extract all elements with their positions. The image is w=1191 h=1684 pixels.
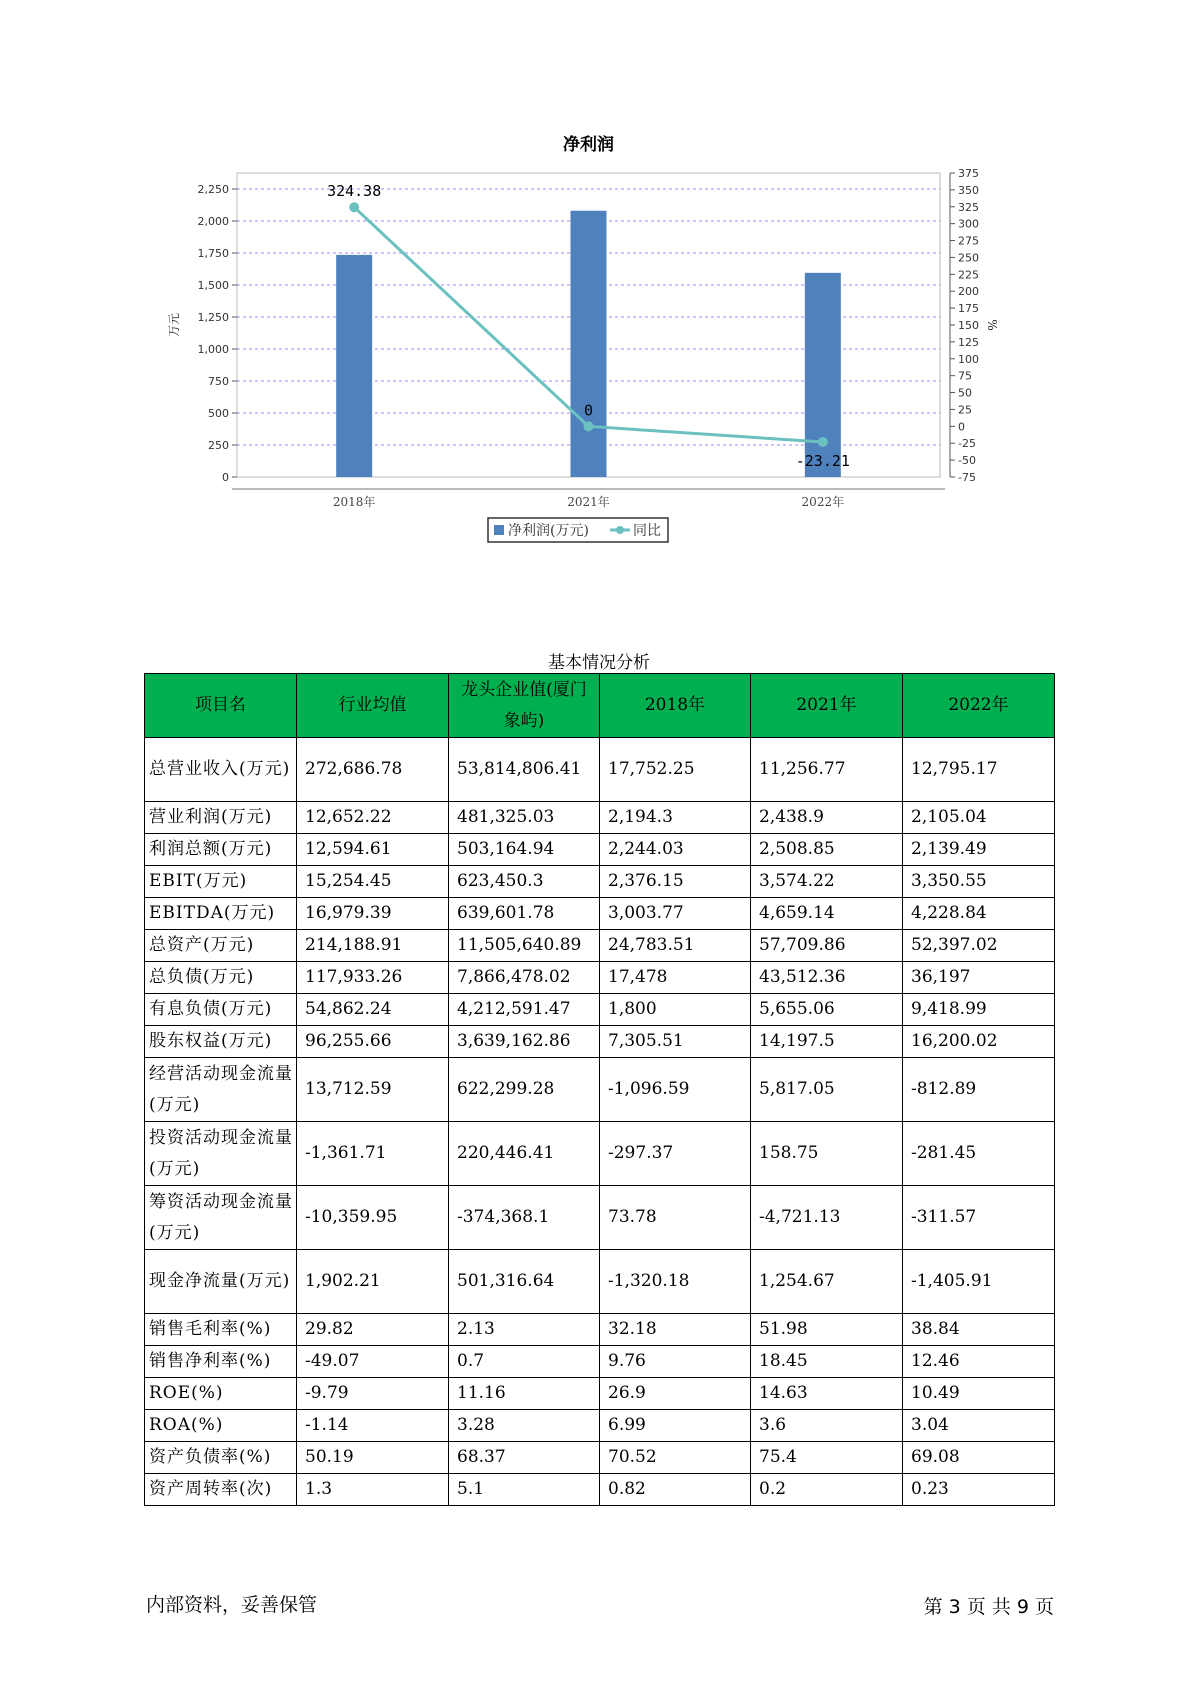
value-cell: 7,305.51 xyxy=(600,1026,751,1058)
value-cell: 214,188.91 xyxy=(297,930,449,962)
y2-tick-label: 75 xyxy=(958,369,972,383)
value-cell: 4,212,591.47 xyxy=(449,994,600,1026)
value-cell: 17,752.25 xyxy=(600,738,751,802)
row-label-cell: 总营业收入(万元) xyxy=(145,738,297,802)
value-cell: 36,197 xyxy=(903,962,1055,994)
y-tick-label: 250 xyxy=(208,439,229,452)
row-label-cell: 资产负债率(%) xyxy=(145,1442,297,1474)
y-tick-label: 2,250 xyxy=(197,183,229,196)
row-label-cell: 筹资活动现金流量(万元) xyxy=(145,1186,297,1250)
table-row xyxy=(145,1442,1055,1474)
value-cell: 0.23 xyxy=(903,1474,1055,1506)
value-cell: 70.52 xyxy=(600,1442,751,1474)
y-tick-label: 1,250 xyxy=(197,311,229,324)
value-cell: 11,505,640.89 xyxy=(449,930,600,962)
row-label-cell: 股东权益(万元) xyxy=(145,1026,297,1058)
y-tick-label: 2,000 xyxy=(197,215,229,228)
y-tick-label: 1,000 xyxy=(197,343,229,356)
value-cell: 54,862.24 xyxy=(297,994,449,1026)
table-row xyxy=(145,1186,1055,1250)
table-row xyxy=(145,1474,1055,1506)
table-row xyxy=(145,834,1055,866)
y2-tick-label: 150 xyxy=(958,319,979,332)
value-cell: 1,800 xyxy=(600,994,751,1026)
table-header-cell: 项目名 xyxy=(145,674,297,738)
y2-tick-label: -25 xyxy=(958,437,976,451)
value-cell: 4,659.14 xyxy=(751,898,903,930)
y-tick-label: 1,750 xyxy=(197,247,229,260)
table-body xyxy=(145,738,1055,1506)
yoy-point-2 xyxy=(818,437,828,447)
value-cell: 29.82 xyxy=(297,1314,449,1346)
value-cell: 75.4 xyxy=(751,1442,903,1474)
x-tick-label: 2022年 xyxy=(801,495,845,509)
y2-tick-label: 200 xyxy=(958,285,979,299)
table-row xyxy=(145,802,1055,834)
table-header-cell: 龙头企业值(厦门象屿) xyxy=(449,674,600,738)
table-header-cell: 2018年 xyxy=(600,674,751,738)
value-cell: 5.1 xyxy=(449,1474,600,1506)
bar-net-profit-1 xyxy=(571,211,607,477)
value-cell: 18.45 xyxy=(751,1346,903,1378)
value-cell: 68.37 xyxy=(449,1442,600,1474)
value-cell: 2,376.15 xyxy=(600,866,751,898)
value-cell: 24,783.51 xyxy=(600,930,751,962)
data-label-1: 0 xyxy=(583,401,594,420)
value-cell: -10,359.95 xyxy=(297,1186,449,1250)
y2-tick-label: 50 xyxy=(958,386,972,400)
value-cell: -9.79 xyxy=(297,1378,449,1410)
value-cell: 43,512.36 xyxy=(751,962,903,994)
table-row xyxy=(145,1250,1055,1314)
row-label-cell: 总资产(万元) xyxy=(145,930,297,962)
value-cell: -374,368.1 xyxy=(449,1186,600,1250)
table-header-cell: 2022年 xyxy=(903,674,1055,738)
table-header-cell: 2021年 xyxy=(751,674,903,738)
row-label-cell: 现金净流量(万元) xyxy=(145,1250,297,1314)
value-cell: 622,299.28 xyxy=(449,1058,600,1122)
table-row xyxy=(145,1058,1055,1122)
value-cell: 5,655.06 xyxy=(751,994,903,1026)
value-cell: -281.45 xyxy=(903,1122,1055,1186)
value-cell: 73.78 xyxy=(600,1186,751,1250)
value-cell: 639,601.78 xyxy=(449,898,600,930)
table-row xyxy=(145,898,1055,930)
y2-tick-label: 225 xyxy=(958,268,979,282)
value-cell: 15,254.45 xyxy=(297,866,449,898)
value-cell: 158.75 xyxy=(751,1122,903,1186)
value-cell: 0.82 xyxy=(600,1474,751,1506)
y2-tick-label: 25 xyxy=(958,403,972,417)
value-cell: 7,866,478.02 xyxy=(449,962,600,994)
footer-confidential-note: 内部资料，妥善保管 xyxy=(146,1594,318,1616)
y-tick-label: 750 xyxy=(208,375,229,388)
value-cell: 12,652.22 xyxy=(297,802,449,834)
value-cell: 220,446.41 xyxy=(449,1122,600,1186)
row-label-cell: 经营活动现金流量(万元) xyxy=(145,1058,297,1122)
chart-title: 净利润 xyxy=(563,135,614,155)
value-cell: 3.28 xyxy=(449,1410,600,1442)
value-cell: 2,139.49 xyxy=(903,834,1055,866)
value-cell: 57,709.86 xyxy=(751,930,903,962)
value-cell: -4,721.13 xyxy=(751,1186,903,1250)
value-cell: 52,397.02 xyxy=(903,930,1055,962)
value-cell: 96,255.66 xyxy=(297,1026,449,1058)
y-axis-label: 万元 xyxy=(167,312,181,338)
value-cell: 53,814,806.41 xyxy=(449,738,600,802)
value-cell: 2,508.85 xyxy=(751,834,903,866)
row-label-cell: 销售净利率(%) xyxy=(145,1346,297,1378)
value-cell: 50.19 xyxy=(297,1442,449,1474)
basic-analysis-table xyxy=(144,673,1055,1506)
value-cell: 501,316.64 xyxy=(449,1250,600,1314)
value-cell: 2,244.03 xyxy=(600,834,751,866)
y2-tick-label: 300 xyxy=(958,217,979,231)
value-cell: 3.6 xyxy=(751,1410,903,1442)
row-label-cell: ROE(%) xyxy=(145,1378,297,1410)
value-cell: 2,105.04 xyxy=(903,802,1055,834)
row-label-cell: 销售毛利率(%) xyxy=(145,1314,297,1346)
value-cell: 2,194.3 xyxy=(600,802,751,834)
row-label-cell: 营业利润(万元) xyxy=(145,802,297,834)
row-label-cell: EBIT(万元) xyxy=(145,866,297,898)
value-cell: 16,979.39 xyxy=(297,898,449,930)
value-cell: 69.08 xyxy=(903,1442,1055,1474)
table-header-row xyxy=(145,674,1055,738)
y-tick-label: 0 xyxy=(222,471,229,484)
value-cell: -1,096.59 xyxy=(600,1058,751,1122)
value-cell: 14,197.5 xyxy=(751,1026,903,1058)
table-header-cell: 行业均值 xyxy=(297,674,449,738)
value-cell: 13,712.59 xyxy=(297,1058,449,1122)
y2-tick-label: 375 xyxy=(958,167,979,180)
net-profit-chart xyxy=(150,130,1030,600)
y2-tick-label: -75 xyxy=(958,471,976,484)
row-label-cell: 资产周转率(次) xyxy=(145,1474,297,1506)
table-row xyxy=(145,1378,1055,1410)
value-cell: 272,686.78 xyxy=(297,738,449,802)
bar-net-profit-0 xyxy=(336,255,372,477)
value-cell: 3,639,162.86 xyxy=(449,1026,600,1058)
y2-tick-label: 125 xyxy=(958,335,979,349)
yoy-point-1 xyxy=(584,421,594,431)
value-cell: 503,164.94 xyxy=(449,834,600,866)
value-cell: 9.76 xyxy=(600,1346,751,1378)
value-cell: 17,478 xyxy=(600,962,751,994)
value-cell: 38.84 xyxy=(903,1314,1055,1346)
value-cell: 14.63 xyxy=(751,1378,903,1410)
value-cell: 1,254.67 xyxy=(751,1250,903,1314)
x-tick-label: 2018年 xyxy=(332,495,376,509)
table-row xyxy=(145,1122,1055,1186)
table-row xyxy=(145,962,1055,994)
table-row xyxy=(145,866,1055,898)
value-cell: 4,228.84 xyxy=(903,898,1055,930)
value-cell: 12.46 xyxy=(903,1346,1055,1378)
row-label-cell: EBITDA(万元) xyxy=(145,898,297,930)
y2-tick-label: 100 xyxy=(958,352,979,366)
value-cell: 11.16 xyxy=(449,1378,600,1410)
chart-canvas xyxy=(150,130,1030,600)
value-cell: -297.37 xyxy=(600,1122,751,1186)
value-cell: -49.07 xyxy=(297,1346,449,1378)
x-tick-label: 2021年 xyxy=(567,495,610,509)
legend-swatch-point xyxy=(616,526,624,534)
y2-tick-label: 275 xyxy=(958,234,979,248)
value-cell: 5,817.05 xyxy=(751,1058,903,1122)
value-cell: -1,405.91 xyxy=(903,1250,1055,1314)
table-row xyxy=(145,1346,1055,1378)
value-cell: 2.13 xyxy=(449,1314,600,1346)
value-cell: 3,003.77 xyxy=(600,898,751,930)
y2-tick-label: -50 xyxy=(958,454,976,468)
table-row xyxy=(145,1026,1055,1058)
row-label-cell: ROA(%) xyxy=(145,1410,297,1442)
table-row xyxy=(145,994,1055,1026)
value-cell: 26.9 xyxy=(600,1378,751,1410)
legend-label-line: 同比 xyxy=(633,523,661,539)
y2-tick-label: 250 xyxy=(958,251,979,265)
y2-tick-label: 325 xyxy=(958,200,979,214)
table-caption: 基本情况分析 xyxy=(548,653,650,673)
value-cell: 32.18 xyxy=(600,1314,751,1346)
value-cell: 1.3 xyxy=(297,1474,449,1506)
value-cell: 12,594.61 xyxy=(297,834,449,866)
row-label-cell: 利润总额(万元) xyxy=(145,834,297,866)
value-cell: 16,200.02 xyxy=(903,1026,1055,1058)
legend-label-bar: 净利润(万元) xyxy=(508,523,589,539)
value-cell: 12,795.17 xyxy=(903,738,1055,802)
y2-axis-label: % xyxy=(985,319,999,331)
value-cell: -1.14 xyxy=(297,1410,449,1442)
footer-page-number: 第 3 页 共 9 页 xyxy=(923,1596,1054,1618)
value-cell: -311.57 xyxy=(903,1186,1055,1250)
value-cell: -1,361.71 xyxy=(297,1122,449,1186)
data-label-0: 324.38 xyxy=(327,182,382,201)
value-cell: 481,325.03 xyxy=(449,802,600,834)
value-cell: 1,902.21 xyxy=(297,1250,449,1314)
value-cell: 3,350.55 xyxy=(903,866,1055,898)
row-label-cell: 有息负债(万元) xyxy=(145,994,297,1026)
value-cell: 2,438.9 xyxy=(751,802,903,834)
value-cell: 0.2 xyxy=(751,1474,903,1506)
row-label-cell: 总负债(万元) xyxy=(145,962,297,994)
value-cell: -1,320.18 xyxy=(600,1250,751,1314)
value-cell: -812.89 xyxy=(903,1058,1055,1122)
value-cell: 11,256.77 xyxy=(751,738,903,802)
value-cell: 9,418.99 xyxy=(903,994,1055,1026)
value-cell: 6.99 xyxy=(600,1410,751,1442)
value-cell: 623,450.3 xyxy=(449,866,600,898)
y-tick-label: 500 xyxy=(208,407,229,420)
table-row xyxy=(145,1314,1055,1346)
table-row xyxy=(145,930,1055,962)
table-row xyxy=(145,1410,1055,1442)
value-cell: 3.04 xyxy=(903,1410,1055,1442)
y2-tick-label: 0 xyxy=(958,420,965,434)
y2-tick-label: 175 xyxy=(958,302,979,316)
value-cell: 3,574.22 xyxy=(751,866,903,898)
value-cell: 10.49 xyxy=(903,1378,1055,1410)
table-row xyxy=(145,738,1055,802)
y-tick-label: 1,500 xyxy=(197,279,229,292)
y2-tick-label: 350 xyxy=(958,183,979,197)
value-cell: 51.98 xyxy=(751,1314,903,1346)
legend-swatch-bar xyxy=(494,525,504,535)
row-label-cell: 投资活动现金流量(万元) xyxy=(145,1122,297,1186)
data-label-2: -23.21 xyxy=(795,452,850,471)
yoy-point-0 xyxy=(349,202,359,212)
value-cell: 0.7 xyxy=(449,1346,600,1378)
value-cell: 117,933.26 xyxy=(297,962,449,994)
